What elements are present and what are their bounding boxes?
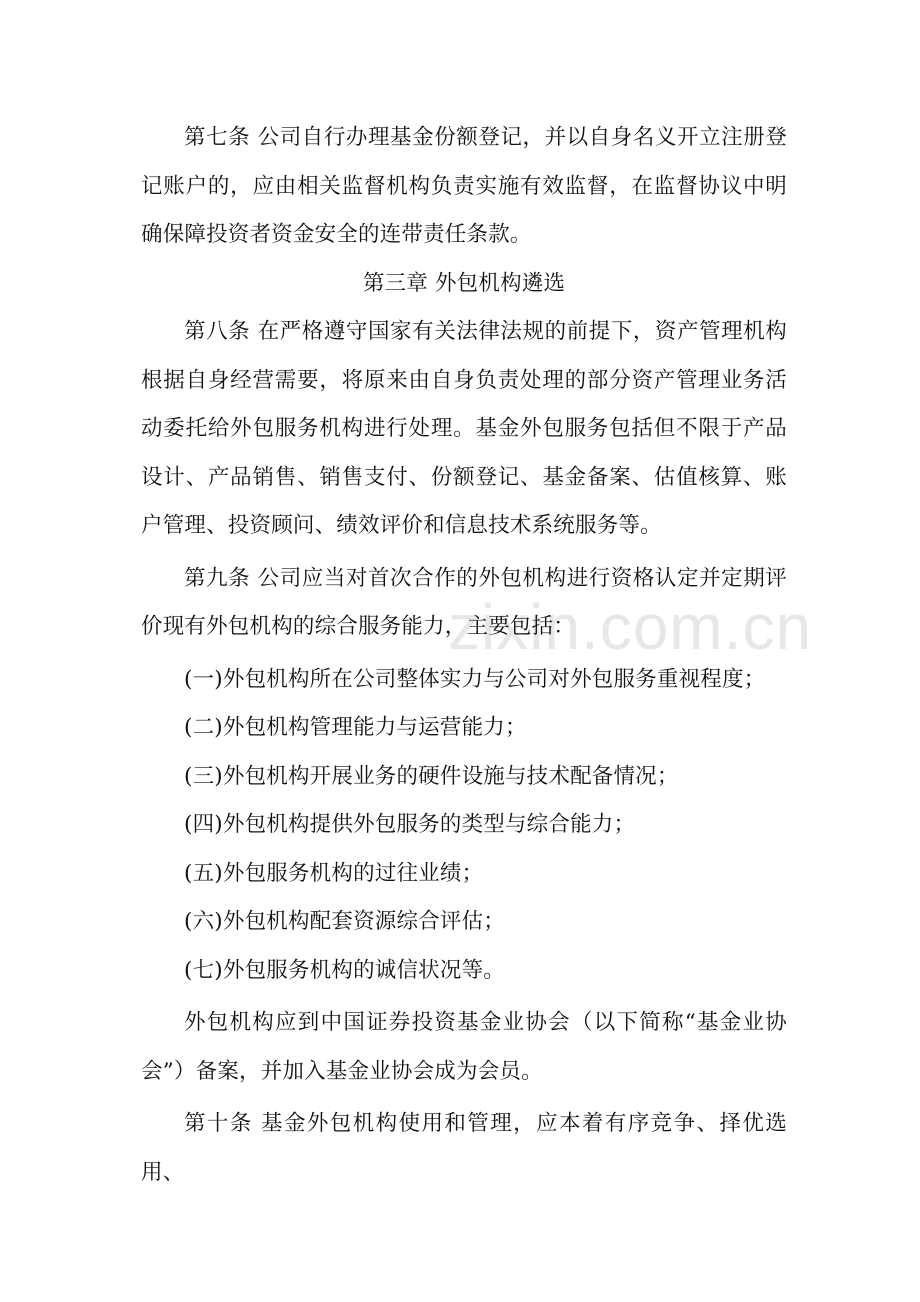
list-item: (二)外包机构管理能力与运营能力； [184,715,527,740]
article-7: 第七条 公司自行办理基金份额登记，并以自身名义开立注册登记账户的，应由相关监督机构负责实施有效监督，在监督协议中明确保障投资者资金安全的连带责任条款。 [141,125,787,247]
list-item: (一)外包机构所在公司整体实力与公司对外包服务重视程度； [184,666,766,692]
registration-paragraph: 外包机构应到中国证券投资基金业协会（以下简称“基金业协会”）备案，并加入基金业协会成为会员。 [141,1010,787,1084]
chapter-3-heading: 第三章 外包机构遴选 [362,270,566,296]
article-10: 第十条 基金外包机构使用和管理，应本着有序竞争、择优选用、 [141,1111,787,1185]
article-8: 第八条 在严格遵守国家有关法律法规的前提下，资产管理机构根据自身经营需要，将原来由自身负责处理的部分资产管理业务活动委托给外包服务机构进行处理。基金外包服务包括但不限于产品设计、产品销售、销售支付、份额登记、基金备案、估值核算、账户管理、投资顾问、绩效评价和信息技术系统服务等。 [141,319,787,538]
document-body [141,114,787,1197]
list-item: (七)外包服务机构的诚信状况等。 [184,957,505,983]
list-item: (三)外包机构开展业务的硬件设施与技术配备情况； [184,763,679,789]
list-item: (五)外包服务机构的过往业绩； [184,860,484,886]
article-9: 第九条 公司应当对首次合作的外包机构进行资格认定并定期评价现有外包机构的综合服务能力，主要包括： [141,565,787,639]
list-item: (四)外包机构提供外包服务的类型与综合能力； [184,812,636,837]
watermark: zixin.com.cn [448,591,813,663]
article-9-list [141,656,787,996]
list-item: (六)外包机构配套资源综合评估； [184,909,505,934]
